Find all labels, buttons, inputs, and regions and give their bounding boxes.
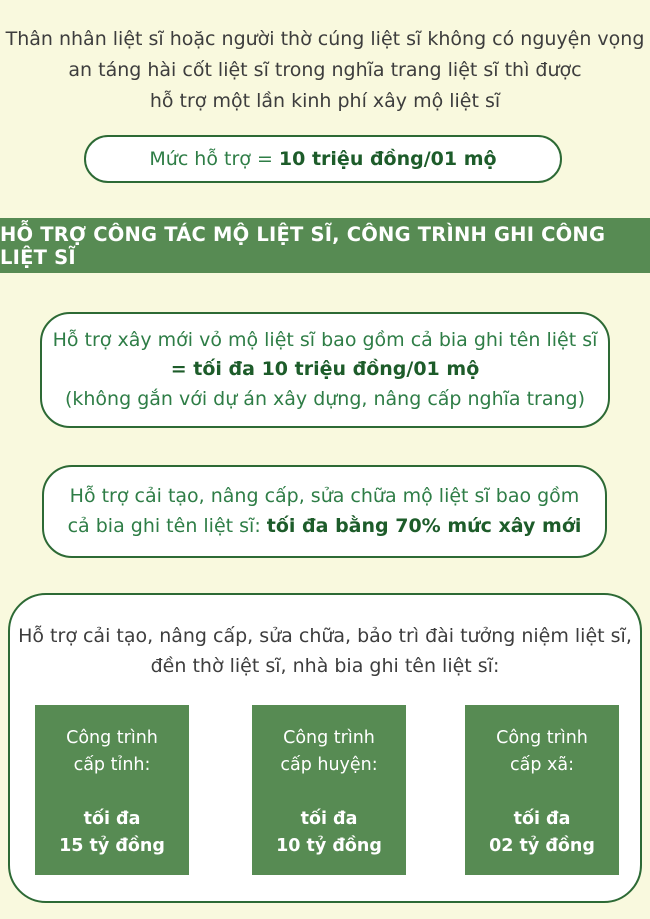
intro-line-3: hỗ trợ một lần kinh phí xây mộ liệt sĩ [149,90,501,112]
commune-card-amount-value: 02 tỷ đồng [489,836,595,856]
intro-line-1: Thân nhân liệt sĩ hoặc người thờ cúng liệt sĩ không có nguyện vọng [5,28,645,50]
commune-card-title-line-2: cấp xã: [509,755,574,775]
section-banner [0,218,650,273]
new-build-line-1: Hỗ trợ xây mới vỏ mộ liệt sĩ bao gồm cả bia ghi tên liệt sĩ [52,328,598,351]
province-card-amount [59,806,165,860]
province-level-card [35,705,189,875]
commune-level-card [465,705,619,875]
memorial-heading-line-2: đền thờ liệt sĩ, nhà bia ghi tên liệt sĩ: [150,655,500,677]
district-card-title-line-1: Công trình [283,728,375,748]
intro-paragraph [0,24,650,117]
province-card-title-line-2: cấp tỉnh: [73,755,151,775]
province-card-title [66,725,158,779]
province-card-amount-label: tối đa [83,809,141,829]
renovation-line-2 [68,512,582,542]
memorial-heading [10,621,640,681]
support-amount-value: 10 triệu đồng/01 mộ [278,148,497,170]
new-build-note: (không gắn với dự án xây dựng, nâng cấp nghĩa trang) [64,387,586,410]
renovation-line-2-prefix: cả bia ghi tên liệt sĩ: [67,514,267,537]
commune-card-amount [489,806,595,860]
support-amount-label: Mức hỗ trợ = [149,148,279,170]
district-card-title-line-2: cấp huyện: [280,755,378,775]
memorial-heading-line-1: Hỗ trợ cải tạo, nâng cấp, sửa chữa, bảo trì đài tưởng niệm liệt sĩ, [18,625,632,647]
intro-line-2: an táng hài cốt liệt sĩ trong nghĩa trang liệt sĩ thì được [68,59,582,81]
commune-card-amount-label: tối đa [513,809,571,829]
renovation-line-1: Hỗ trợ cải tạo, nâng cấp, sửa chữa mộ liệt sĩ bao gồm [69,485,580,507]
support-amount-pill [84,135,562,183]
memorial-support-box [8,593,642,903]
district-card-amount-value: 10 tỷ đồng [276,836,382,856]
district-card-amount [276,806,382,860]
renovation-amount: tối đa bằng 70% mức xây mới [266,514,582,537]
new-build-amount: = tối đa 10 triệu đồng/01 mộ [170,358,480,381]
renovation-support-box [42,465,607,558]
new-build-support-box [40,312,610,428]
commune-card-title [496,725,588,779]
district-level-card [252,705,406,875]
district-card-amount-label: tối đa [300,809,358,829]
section-banner-title: HỖ TRỢ CÔNG TÁC MỘ LIỆT SĨ, CÔNG TRÌNH GHI CÔNG LIỆT SĨ [0,222,606,269]
province-card-amount-value: 15 tỷ đồng [59,836,165,856]
province-card-title-line-1: Công trình [66,728,158,748]
district-card-title [280,725,377,779]
commune-card-title-line-1: Công trình [496,728,588,748]
